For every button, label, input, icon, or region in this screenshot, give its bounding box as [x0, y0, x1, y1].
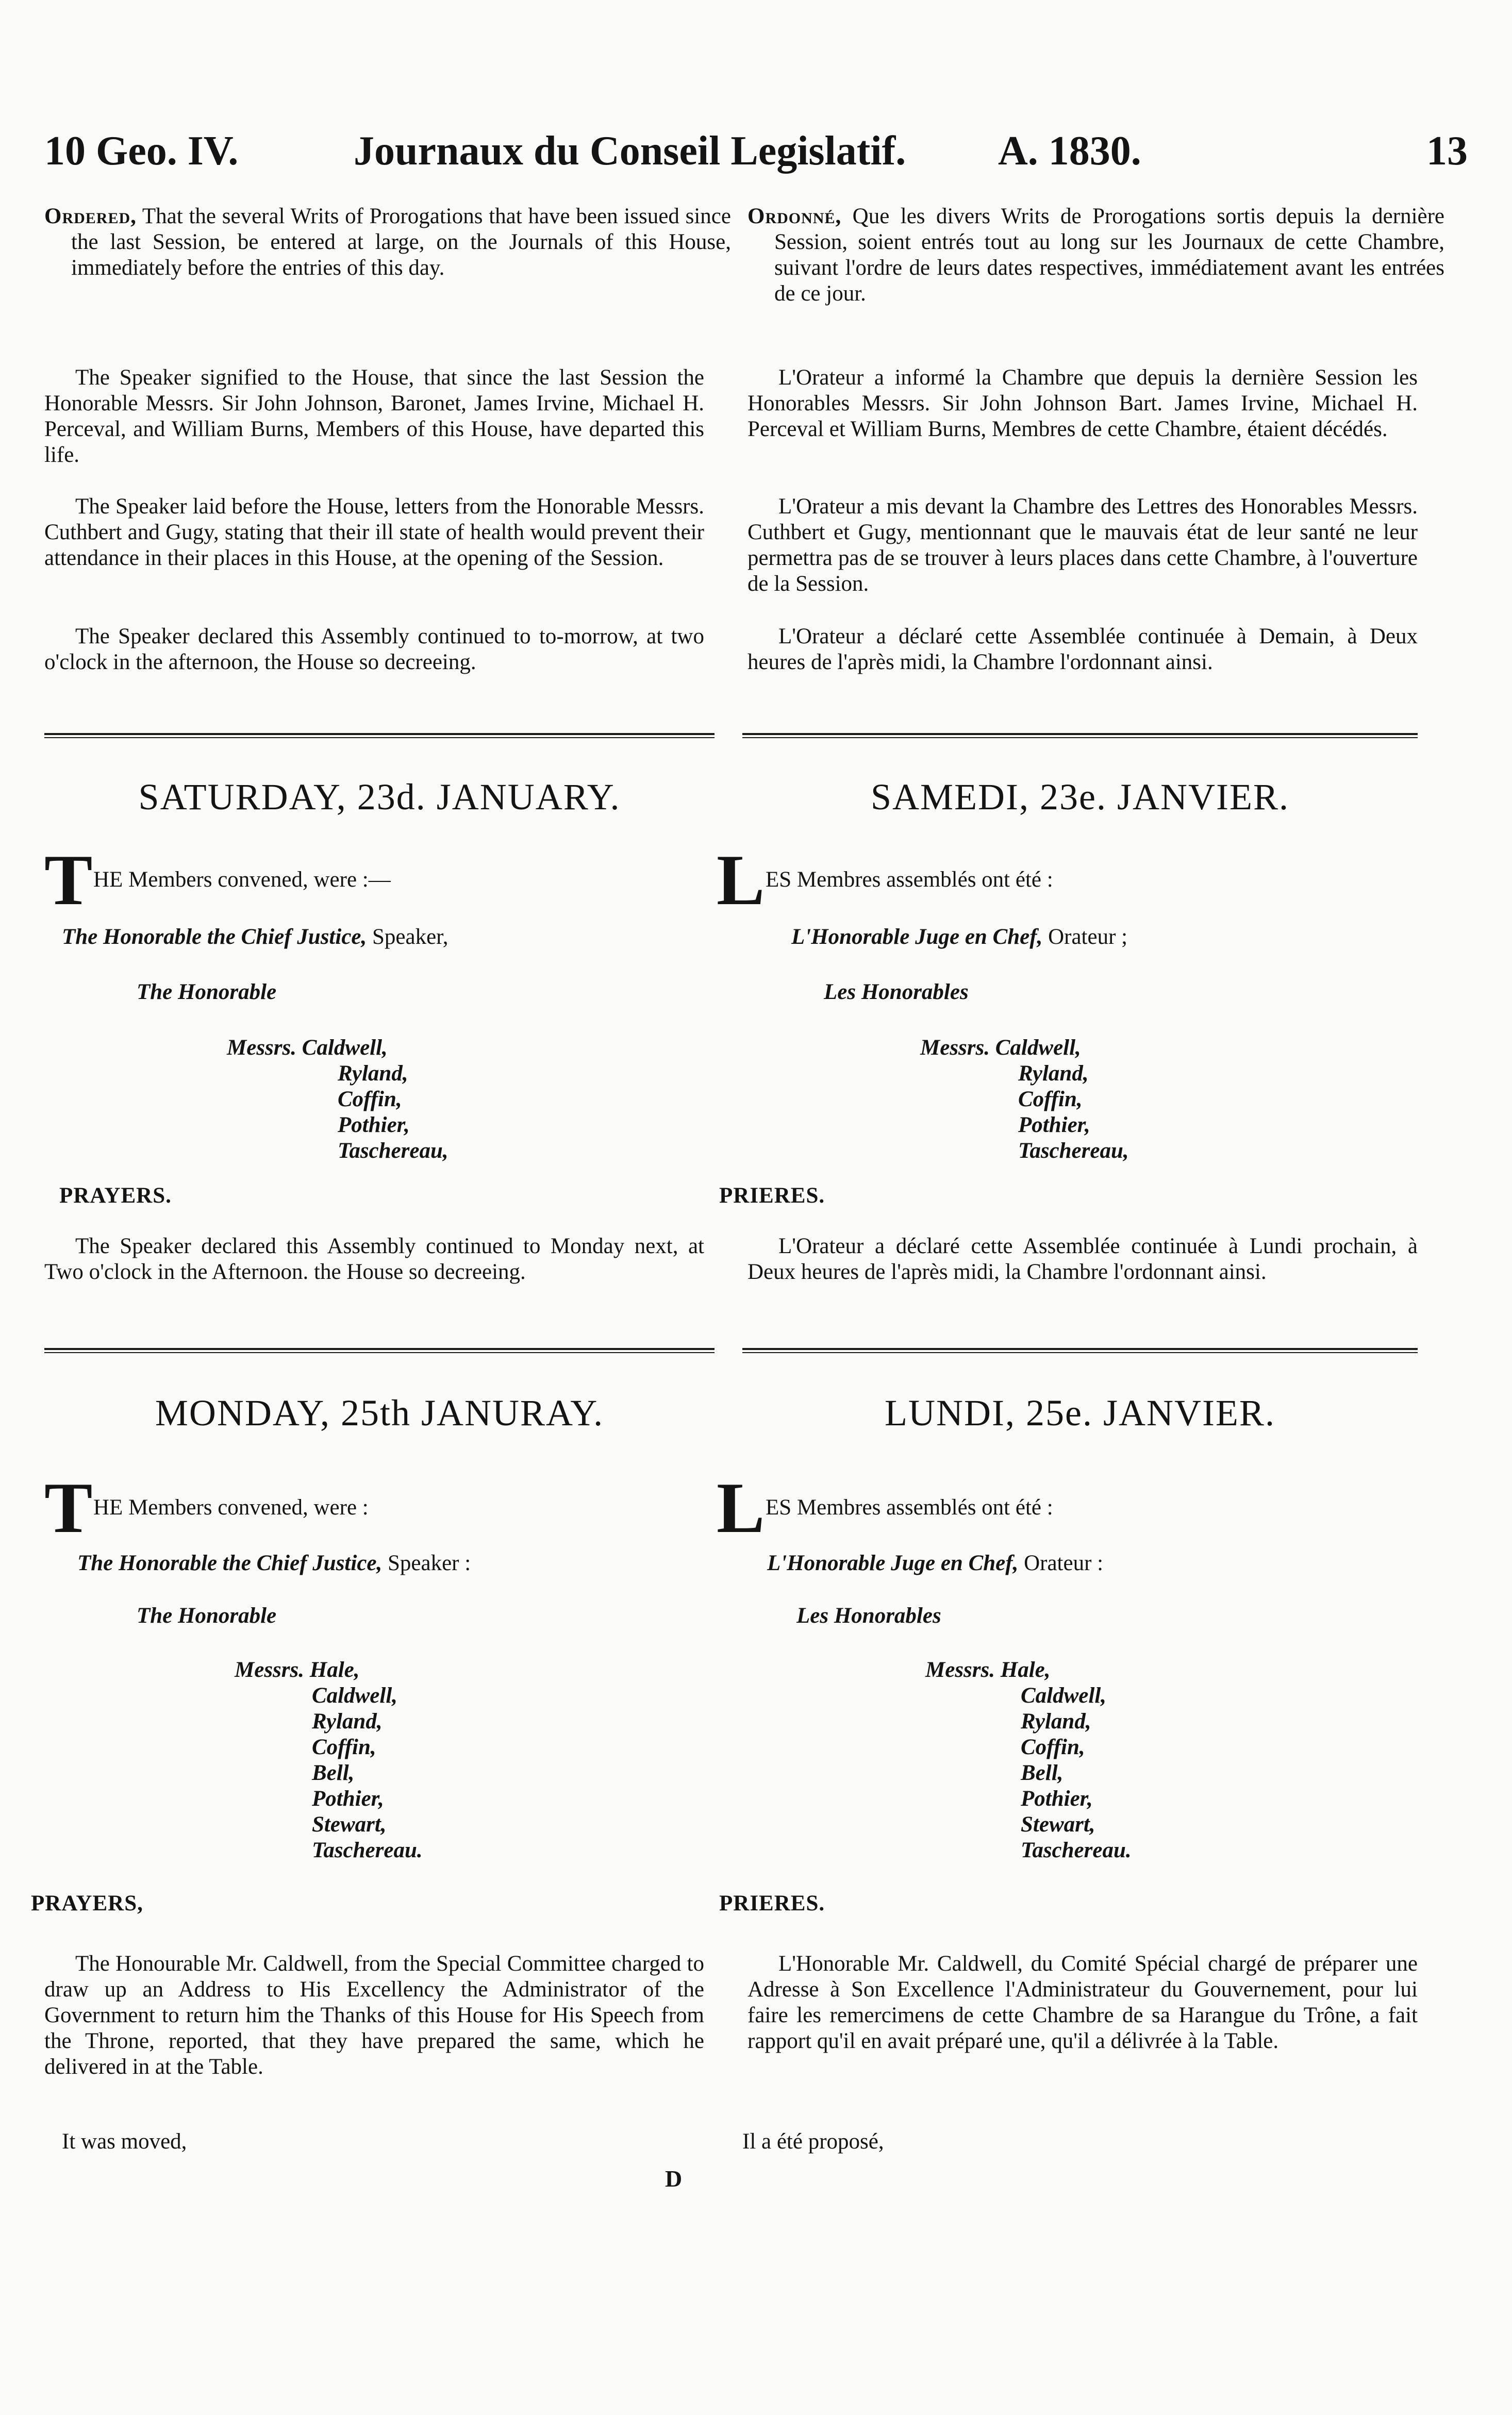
member-name: Ryland, — [312, 1709, 383, 1734]
member-name: Messrs. Caldwell, — [227, 1036, 388, 1060]
address-report-text: L'Honorable Mr. Caldwell, du Comité Spécial chargé de préparer une Adresse à Son Excellence l'Administrateur du Gouvernement, pour lui faire les remercimens de cette Chambre de sa Harangue du Trône, a fait rapport qu'il en avait préparé une, qu'il a délivrée à la Table. — [747, 1952, 1418, 2053]
member-name: Taschereau. — [1021, 1838, 1132, 1862]
honorable-label-fr: Les Honorables — [796, 1604, 941, 1628]
prayers-label-fr: PRIERES. — [719, 1184, 825, 1208]
continued-lundi-fr: L'Orateur a déclaré cette Assemblée continuée à Lundi prochain, à Deux heures de l'après midi, la Chambre l'ordonnant ainsi. — [747, 1234, 1418, 1284]
member-name: Bell, — [1021, 1761, 1064, 1785]
letters-paragraph-en: The Speaker laid before the House, letters from the Honorable Messrs. Cuthbert and Gugy, stating that their ill state of health would prevent their attendance in their places in this House, at the opening of the Session. — [44, 494, 704, 570]
member-name: Caldwell, — [312, 1684, 398, 1708]
session-label: 10 Geo. IV. — [44, 128, 239, 174]
member-name: Messrs. Caldwell, — [920, 1036, 1081, 1060]
journal-title: Journaux du Conseil Legislatif. — [354, 128, 906, 174]
convened-line-fr — [717, 1468, 1053, 1548]
prayers-label-en: PRAYERS. — [59, 1184, 172, 1208]
letters-paragraph-fr: L'Orateur a mis devant la Chambre des Lettres des Honorables Messrs. Cuthbert et Gugy, mentionnant que le mauvais état de leur santé ne leur permettra pas de se trouver à leurs places dans cette Chambre, à l'ouverture de la Session. — [747, 494, 1418, 596]
chief-justice: L'Honorable Juge en Chef, — [791, 925, 1043, 949]
honorable-label-fr: Les Honorables — [824, 980, 969, 1004]
member-name: Pothier, — [1018, 1113, 1090, 1137]
speaker-role: Speaker : — [388, 1551, 471, 1575]
year-label: A. 1830. — [998, 128, 1141, 174]
prayers-label-fr: PRIERES. — [719, 1891, 825, 1916]
chief-justice: The Honorable the Chief Justice, — [77, 1551, 383, 1575]
continued-paragraph-en: The Speaker declared this Assembly continued to to-morrow, at two o'clock in the afternoon, the House so decreeing. — [44, 624, 704, 674]
member-name: Pothier, — [338, 1113, 410, 1137]
drop-cap: T — [44, 840, 93, 920]
moved-line-fr: Il a été proposé, — [742, 2129, 884, 2154]
ordered-paragraph-fr — [747, 204, 1444, 307]
drop-cap: T — [44, 1468, 93, 1548]
member-name: Ryland, — [338, 1061, 408, 1086]
section-rule — [44, 733, 715, 738]
honorable-label-en: The Honorable — [137, 980, 277, 1004]
convened-text: ES Membres assemblés ont été : — [766, 868, 1053, 892]
address-report-text: The Honourable Mr. Caldwell, from the Special Committee charged to draw up an Address to His Excellency the Administrator of the Government to return him the Thanks of this House for His Speech from the Throne, reported, that they have prepared the same, which he delivered in at the Table. — [44, 1952, 704, 2079]
section-rule — [742, 733, 1418, 738]
running-head — [44, 123, 1468, 179]
chief-justice: L'Honorable Juge en Chef, — [767, 1551, 1019, 1575]
page-number: 13 — [1426, 128, 1468, 174]
chief-justice-line-en — [62, 924, 448, 950]
member-name: Ryland, — [1018, 1061, 1089, 1086]
speaker-role: Orateur ; — [1048, 925, 1128, 949]
chief-justice: The Honorable the Chief Justice, — [62, 925, 367, 949]
section-rule — [742, 1348, 1418, 1353]
ordered-lead-en: Ordered, — [44, 204, 137, 228]
speaker-signified-en: The Speaker signified to the House, that since the last Session the Honorable Messrs. Sir John Johnson, Baronet, James Irvine, Michael H. Perceval, and William Burns, Members of this House, have departed this life. — [44, 365, 704, 467]
ordered-paragraph-en — [44, 204, 731, 281]
member-name: Messrs. Hale, — [925, 1658, 1051, 1682]
member-name: Caldwell, — [1021, 1684, 1107, 1708]
convened-line-fr — [717, 840, 1053, 920]
member-name: Ryland, — [1021, 1709, 1091, 1734]
chief-justice-line-fr — [767, 1551, 1103, 1576]
member-name: Bell, — [312, 1761, 355, 1785]
address-report-fr — [747, 1951, 1418, 2054]
chief-justice-line-en — [77, 1551, 471, 1576]
ordered-lead-fr: Ordonné, — [747, 204, 842, 228]
honorable-label-en: The Honorable — [137, 1604, 277, 1628]
convened-text: HE Members convened, were : — [93, 1495, 369, 1520]
member-name: Messrs. Hale, — [235, 1658, 360, 1682]
ordered-text-en: That the several Writs of Prorogations that have been issued since the last Session, be entered at large, on the Journals of this House, immediately before the entries of this day. — [71, 204, 731, 280]
day-heading-monday-en: MONDAY, 25th JANURAY. — [155, 1392, 604, 1434]
day-heading-saturday-en: SATURDAY, 23d. JANUARY. — [138, 776, 621, 818]
moved-line-en: It was moved, — [62, 2129, 187, 2154]
address-report-en — [44, 1951, 704, 2080]
member-name: Coffin, — [312, 1735, 376, 1759]
member-name: Coffin, — [1021, 1735, 1085, 1759]
day-heading-monday-fr: LUNDI, 25e. JANVIER. — [885, 1392, 1275, 1434]
member-name: Taschereau. — [312, 1838, 423, 1862]
drop-cap: L — [717, 1468, 765, 1548]
drop-cap: L — [717, 840, 765, 920]
member-name: Pothier, — [1021, 1787, 1093, 1811]
signature-mark: D — [665, 2166, 683, 2192]
ordered-text-fr: Que les divers Writs de Prorogations sortis depuis la dernière Session, soient entrés tout au long sur les Journaux de cette Chambre, suivant l'ordre de leurs dates respectives, immédiatement avant les entrées de ce jour. — [774, 204, 1445, 306]
convened-line-en — [44, 840, 391, 920]
chief-justice-line-fr — [791, 924, 1127, 950]
member-name: Coffin, — [1018, 1087, 1083, 1111]
speaker-role: Orateur : — [1024, 1551, 1104, 1575]
member-name: Taschereau, — [1018, 1139, 1129, 1163]
day-heading-saturday-fr: SAMEDI, 23e. JANVIER. — [871, 776, 1289, 818]
convened-text: HE Members convened, were :— — [93, 868, 391, 892]
continued-monday-en: The Speaker declared this Assembly continued to Monday next, at Two o'clock in the Afternoon. the House so decreeing. — [44, 1234, 704, 1284]
prayers-label-en: PRAYERS, — [31, 1891, 143, 1916]
member-name: Coffin, — [338, 1087, 402, 1111]
convened-line-en — [44, 1468, 369, 1548]
member-name: Pothier, — [312, 1787, 384, 1811]
speaker-signified-fr: L'Orateur a informé la Chambre que depuis la dernière Session les Honorables Messrs. Sir John Johnson Bart. James Irvine, Michael H. Perceval et William Burns, Membres de cette Chambre, étaient décédés. — [747, 365, 1418, 441]
continued-paragraph-fr: L'Orateur a déclaré cette Assemblée continuée à Demain, à Deux heures de l'après midi, la Chambre l'ordonnant ainsi. — [747, 624, 1418, 674]
convened-text: ES Membres assemblés ont été : — [766, 1495, 1053, 1520]
member-name: Taschereau, — [338, 1139, 448, 1163]
section-rule — [44, 1348, 715, 1353]
speaker-role: Speaker, — [372, 925, 448, 949]
member-name: Stewart, — [312, 1812, 387, 1837]
member-name: Stewart, — [1021, 1812, 1095, 1837]
